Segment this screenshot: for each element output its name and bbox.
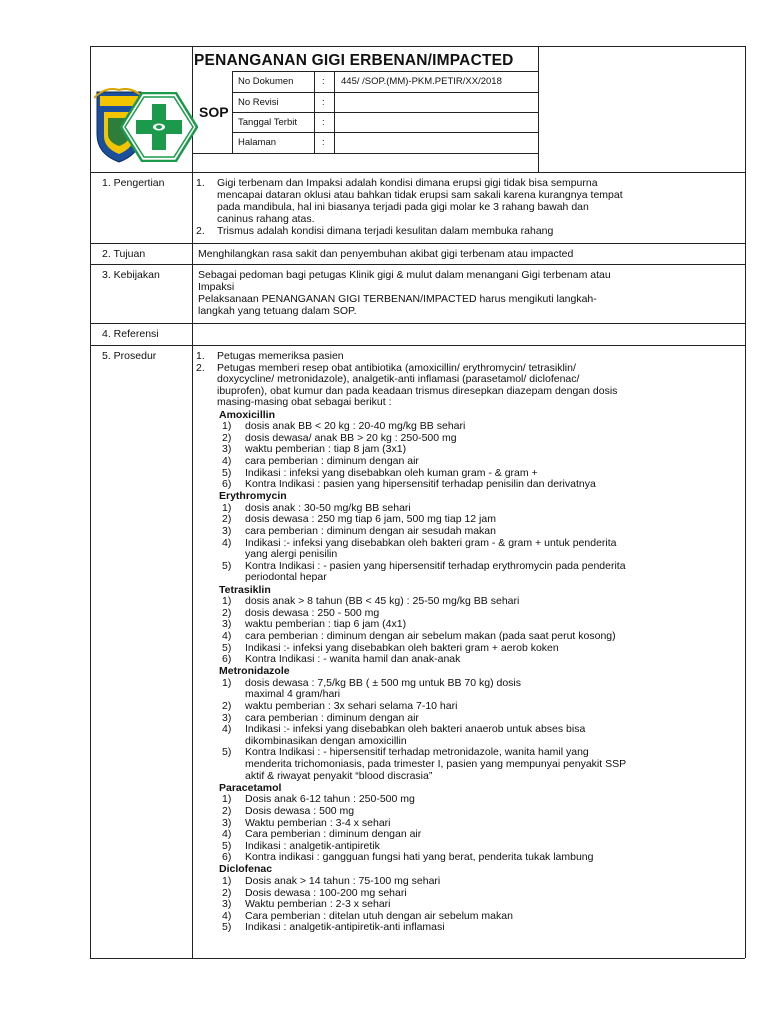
section-label-tujuan: 2. Tujuan bbox=[102, 248, 146, 260]
drug-item-line: cara pemberian : diminum dengan air sesudah makan bbox=[245, 525, 496, 537]
drug-item-number: 4) bbox=[222, 536, 232, 549]
drug-item-line: Cara pemberian : diminum dengan air bbox=[245, 828, 422, 841]
row-line bbox=[90, 345, 745, 346]
drug-item-number: 6) bbox=[222, 653, 232, 666]
drug-item-line: maximal 4 gram/hari bbox=[245, 688, 341, 701]
drug-item-line: dosis anak : 30-50 mg/kg BB sehari bbox=[245, 501, 411, 514]
list-number: 1. bbox=[196, 177, 205, 189]
drug-item-line: Dosis anak > 14 tahun : 75-100 mg sehari bbox=[245, 875, 441, 887]
list-item-line: caninus rahang atas. bbox=[217, 213, 315, 225]
drug-item-line: Dosis dewasa : 500 mg bbox=[245, 804, 355, 817]
drug-item-line: dosis dewasa : 7,5/kg BB ( ± 500 mg untuk BB 70 kg) dosis bbox=[245, 676, 521, 689]
doc-info-separator: : bbox=[322, 117, 325, 128]
drug-item-line: dosis anak BB < 20 kg : 20-40 mg/kg BB sehari bbox=[245, 420, 466, 433]
drug-item-line: cara pemberian : diminum dengan air bbox=[245, 711, 419, 724]
drug-item-number: 5) bbox=[222, 921, 232, 934]
drug-item-line: cara pemberian : diminum dengan air bbox=[245, 454, 419, 467]
drug-item-line: cara pemberian : diminum dengan air sebelum makan (pada saat perut kosong) bbox=[245, 629, 616, 642]
section-label-prosedur: 5. Prosedur bbox=[102, 350, 157, 362]
doc-info-label: Tanggal Terbit bbox=[238, 117, 297, 128]
list-item-line: ibuprofen), obat kumur dan pada keadaan trismus diresepkan diazepam dengan dosis bbox=[217, 384, 618, 397]
drug-item-number: 5) bbox=[222, 641, 232, 654]
drug-item-number: 2) bbox=[222, 886, 232, 899]
drug-heading: Amoxicillin bbox=[219, 408, 276, 421]
row-line bbox=[90, 243, 745, 244]
drug-item-number: 2) bbox=[222, 606, 232, 619]
list-item-line: mencapai dataran oklusi atau bahkan tidak erupsi sam sakali karena kurangnya tempat bbox=[217, 189, 623, 201]
drug-heading: Tetrasiklin bbox=[219, 583, 271, 596]
drug-item-number: 1) bbox=[222, 420, 232, 433]
drug-item-line: Dosis anak 6-12 tahun : 250-500 mg bbox=[245, 793, 415, 806]
drug-item-number: 3) bbox=[222, 711, 232, 724]
drug-item-number: 1) bbox=[222, 875, 232, 887]
drug-item-number: 2) bbox=[222, 513, 232, 526]
row-line bbox=[90, 172, 745, 173]
drug-item-line: Indikasi : analgetik-antipiretik-anti inflamasi bbox=[245, 921, 445, 934]
border-left bbox=[90, 46, 91, 958]
doc-info-separator: : bbox=[322, 97, 325, 108]
kebijakan-line: Pelaksanaan PENANGANAN GIGI TERBENAN/IMPACTED harus mengikuti langkah- bbox=[198, 293, 597, 305]
drug-item-number: 2) bbox=[222, 700, 232, 712]
kebijakan-line: Impaksi bbox=[198, 281, 235, 293]
list-item-line: pada mandibula, hal ini biasanya terjadi pada gigi molar ke 3 rahang bawah dan bbox=[217, 201, 589, 213]
drug-item-number: 6) bbox=[222, 478, 232, 491]
drug-item-number: 5) bbox=[222, 746, 232, 759]
drug-item-number: 1) bbox=[222, 595, 232, 608]
header-row-line bbox=[232, 71, 538, 72]
drug-item-line: dosis anak > 8 tahun (BB < 45 kg) : 25-50 mg/kg BB sehari bbox=[245, 595, 520, 608]
drug-item-line: periodontal hepar bbox=[245, 571, 327, 584]
header-divider bbox=[232, 71, 233, 153]
drug-item-line: Waktu pemberian : 2-3 x sehari bbox=[245, 898, 391, 911]
label-column-divider bbox=[192, 172, 193, 958]
drug-item-number: 4) bbox=[222, 909, 232, 922]
drug-item-number: 5) bbox=[222, 559, 232, 572]
header-divider bbox=[334, 71, 335, 153]
drug-item-number: 3) bbox=[222, 816, 232, 829]
row-line bbox=[90, 323, 745, 324]
section-label-pengertian: 1. Pengertian bbox=[102, 177, 165, 189]
list-item-line: Trismus adalah kondisi dimana terjadi kesulitan dalam membuka rahang bbox=[217, 225, 554, 237]
section-label-kebijakan: 3. Kebijakan bbox=[102, 269, 160, 281]
drug-item-number: 4) bbox=[222, 828, 232, 841]
drug-item-line: dosis dewasa/ anak BB > 20 kg : 250-500 mg bbox=[245, 431, 457, 444]
drug-heading: Metronidazole bbox=[219, 665, 290, 678]
section-label-referensi: 4. Referensi bbox=[102, 328, 159, 340]
drug-item-line: Kontra Indikasi : - wanita hamil dan anak-anak bbox=[245, 653, 461, 666]
drug-item-line: Indikasi :- infeksi yang disebabkan oleh bakteri gram - & gram + untuk penderita bbox=[245, 536, 617, 549]
drug-item-number: 3) bbox=[222, 618, 232, 631]
list-item-line: masing-masing obat sebagai berikut : bbox=[217, 396, 392, 409]
sop-label: SOP bbox=[199, 104, 229, 120]
drug-item-line: waktu pemberian : 3x sehari selama 7-10 hari bbox=[245, 700, 458, 712]
page-title: PENANGANAN GIGI ERBENAN/IMPACTED bbox=[194, 52, 514, 69]
row-line bbox=[90, 264, 745, 265]
drug-item-line: Kontra Indikasi : pasien yang hipersensitif terhadap penisilin dan derivatnya bbox=[245, 478, 596, 491]
header-row-line bbox=[232, 112, 538, 113]
doc-info-value: 445/ /SOP.(MM)-PKM.PETIR/XX/2018 bbox=[341, 76, 502, 87]
list-item-line: Gigi terbenam dan Impaksi adalah kondisi dimana erupsi gigi tidak bisa sempurna bbox=[217, 177, 598, 189]
drug-heading: Erythromycin bbox=[219, 490, 287, 503]
doc-info-label: No Dokumen bbox=[238, 76, 294, 87]
drug-item-line: Indikasi :- infeksi yang disebabkan oleh bakteri gram + aerob koken bbox=[245, 641, 559, 654]
doc-info-label: Halaman bbox=[238, 137, 277, 148]
drug-item-number: 4) bbox=[222, 454, 232, 467]
drug-item-line: dikombinasikan dengan amoxicillin bbox=[245, 734, 407, 747]
doc-info-separator: : bbox=[322, 137, 325, 148]
drug-item-number: 2) bbox=[222, 804, 232, 817]
drug-item-line: dosis dewasa : 250 mg tiap 6 jam, 500 mg tiap 12 jam bbox=[245, 513, 496, 526]
drug-item-number: 1) bbox=[222, 793, 232, 806]
drug-item-line: menderita trichomoniasis, pada trimester I, pasien yang mempunyai penyakit SSP bbox=[245, 758, 627, 770]
drug-item-line: Cara pemberian : ditelan utuh dengan air sebelum makan bbox=[245, 909, 513, 922]
drug-item-number: 3) bbox=[222, 898, 232, 911]
list-number: 2. bbox=[196, 225, 205, 237]
list-number: 1. bbox=[196, 350, 205, 362]
drug-item-number: 5) bbox=[222, 466, 232, 479]
kebijakan-line: Sebagai pedoman bagi petugas Klinik gigi & mulut dalam menangani Gigi terbenam atau bbox=[198, 269, 611, 281]
drug-item-line: Indikasi : infeksi yang disebabkan oleh kuman gram - & gram + bbox=[245, 466, 538, 479]
drug-item-line: Kontra Indikasi : - pasien yang hipersensitif terhadap erythromycin pada penderita bbox=[245, 559, 626, 572]
drug-item-number: 1) bbox=[222, 676, 232, 689]
border-right bbox=[745, 46, 746, 958]
drug-item-number: 6) bbox=[222, 851, 232, 864]
drug-item-line: dosis dewasa : 250 - 500 mg bbox=[245, 606, 380, 619]
drug-heading: Paracetamol bbox=[219, 781, 282, 794]
puskesmas-cross-logo-icon bbox=[120, 92, 198, 162]
drug-item-number: 3) bbox=[222, 525, 232, 537]
list-item-line: Petugas memeriksa pasien bbox=[217, 350, 344, 362]
drug-item-number: 2) bbox=[222, 431, 232, 444]
doc-info-separator: : bbox=[322, 76, 325, 87]
list-item-line: Petugas memberi resep obat antibiotika (amoxicillin/ erythromycin/ tetrasiklin/ bbox=[217, 361, 576, 374]
drug-item-line: yang alergi penisilin bbox=[245, 548, 338, 561]
drug-heading: Diclofenac bbox=[219, 863, 273, 876]
header-divider bbox=[314, 71, 315, 153]
border-bottom bbox=[90, 958, 745, 959]
drug-item-line: aktif & riwayat penyakit “blood discrasia” bbox=[245, 769, 433, 782]
drug-item-number: 4) bbox=[222, 629, 232, 642]
drug-item-line: Kontra Indikasi : - hipersensitif terhadap metronidazole, wanita hamil yang bbox=[245, 746, 589, 759]
drug-item-number: 1) bbox=[222, 501, 232, 514]
list-item-line: doxycycline/ metronidazole), analgetik-anti inflamasi (parasetamol/ diclofenac/ bbox=[217, 373, 580, 386]
doc-info-label: No Revisi bbox=[238, 97, 279, 108]
kebijakan-line: langkah yang tetuang dalam SOP. bbox=[198, 305, 357, 317]
header-row-line bbox=[232, 92, 538, 93]
drug-item-line: Waktu pemberian : 3-4 x sehari bbox=[245, 816, 391, 829]
drug-item-number: 4) bbox=[222, 723, 232, 736]
header-row-line bbox=[192, 153, 538, 154]
drug-item-line: Indikasi :- infeksi yang disebabkan oleh bakteri anaerob untuk abses bisa bbox=[245, 723, 586, 736]
drug-item-line: Dosis dewasa : 100-200 mg sehari bbox=[245, 886, 407, 899]
drug-item-line: Indikasi : analgetik-antipiretik bbox=[245, 839, 380, 852]
header-row-line bbox=[232, 132, 538, 133]
drug-item-number: 5) bbox=[222, 839, 232, 852]
drug-item-line: waktu pemberian : tiap 8 jam (3x1) bbox=[245, 443, 407, 456]
tujuan-text: Menghilangkan rasa sakit dan penyembuhan akibat gigi terbenam atau impacted bbox=[198, 248, 574, 260]
list-number: 2. bbox=[196, 361, 205, 374]
drug-item-line: Kontra indikasi : gangguan fungsi hati yang berat, penderita tukak lambung bbox=[245, 851, 594, 864]
drug-item-line: waktu pemberian : tiap 6 jam (4x1) bbox=[245, 618, 407, 631]
border-top bbox=[90, 46, 745, 47]
drug-item-number: 3) bbox=[222, 443, 232, 456]
